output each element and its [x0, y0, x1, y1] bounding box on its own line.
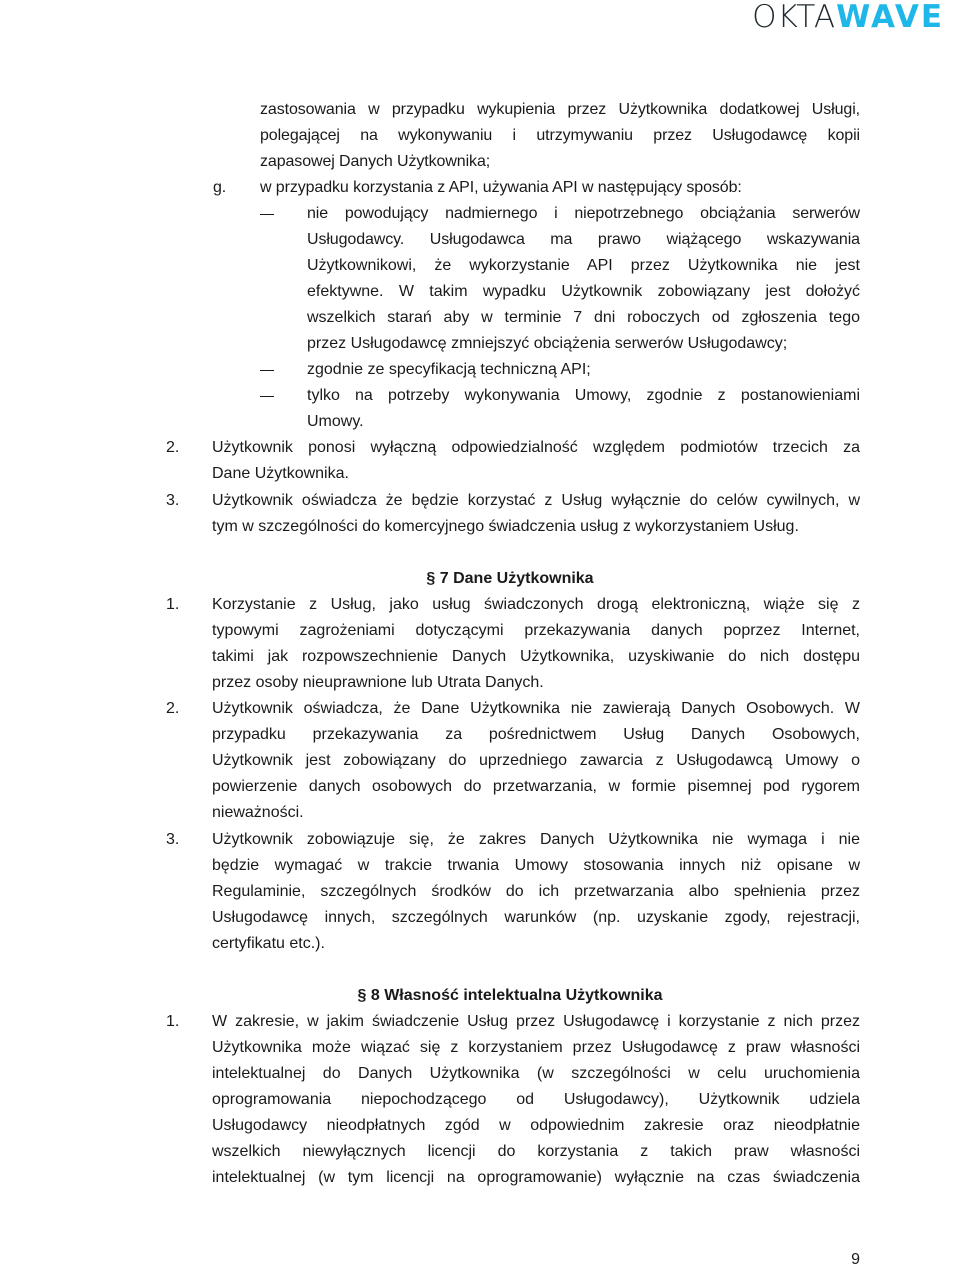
list-item-line: Użytkownik oświadcza, że Dane Użytkownika nie zawierają Danych Osobowych. W	[212, 700, 860, 717]
paragraph-line: zapasowej Danych Użytkownika;	[260, 153, 491, 170]
list-item-line: Regulaminie, szczególnych środków do ich przetwarzania albo spełnienia przez	[212, 883, 860, 900]
dash-item-line: wszelkich starań aby w terminie 7 dni roboczych od zgłoszenia tego	[307, 309, 860, 326]
paragraph-line: zastosowania w przypadku wykupienia przez Użytkownika dodatkowej Usługi,	[260, 101, 860, 118]
paragraph-line: polegającej na wykonywaniu i utrzymywaniu przez Usługodawcę kopii	[260, 127, 860, 144]
list-item-line: Użytkownik zobowiązuje się, że zakres Danych Użytkownika nie wymaga i nie	[212, 831, 860, 848]
dash-item-line: Usługodawcy. Usługodawca ma prawo wiążącego wskazywania	[307, 231, 860, 248]
list-item-line: przez osoby nieuprawnione lub Utrata Danych.	[212, 674, 544, 691]
list-item-line: Usługodawcę innych, szczególnych warunków (np. uzyskanie zgody, rejestracji,	[212, 909, 860, 926]
list-marker: 3.	[166, 492, 180, 509]
list-marker: 2.	[166, 439, 180, 456]
list-item-line: takimi jak rozpowszechnienie Danych Użytkownika, uzyskiwanie do nich dostępu	[212, 648, 860, 665]
oktawave-logo: OKTAWAVE	[752, 0, 944, 35]
list-item-line: Użytkownik ponosi wyłączną odpowiedzialność względem podmiotów trzecich za	[212, 439, 860, 456]
list-item-g: w przypadku korzystania z API, używania API w następujący sposób:	[260, 179, 742, 196]
list-item-line: przypadku przekazywania za pośrednictwem Usług Danych Osobowych,	[212, 726, 860, 743]
list-item-line: Korzystanie z Usług, jako usług świadczonych drogą elektroniczną, wiąże się z	[212, 596, 860, 613]
section-heading: § 7 Dane Użytkownika	[426, 570, 594, 587]
dash-item-line: Użytkownikowi, że wykorzystanie API przez Użytkownika nie jest	[307, 257, 860, 274]
section-heading: § 8 Własność intelektualna Użytkownika	[357, 987, 663, 1004]
dash-bullet	[260, 214, 274, 215]
list-item-line: nieważności.	[212, 804, 304, 821]
list-item-line: będzie wymagać w trakcie trwania Umowy stosowania innych niż opisane w	[212, 857, 860, 874]
list-marker: 1.	[166, 596, 180, 613]
list-item-line: intelektualnej do Danych Użytkownika (w szczególności w celu uruchomienia	[212, 1065, 860, 1082]
dash-item-line: Umowy.	[307, 413, 364, 430]
list-item-line: intelektualnej (w tym licencji na oprogramowanie) wyłącznie na czas świadczenia	[212, 1169, 860, 1186]
dash-item-line: nie powodujący nadmiernego i niepotrzebnego obciążania serwerów	[307, 205, 860, 222]
dash-bullet	[260, 396, 274, 397]
dash-item-line: tylko na potrzeby wykonywania Umowy, zgodnie z postanowieniami	[307, 387, 860, 404]
list-marker: 2.	[166, 700, 180, 717]
dash-item-line: przez Usługodawcę zmniejszyć obciążenia serwerów Usługodawcy;	[307, 335, 788, 352]
list-item-line: tym w szczególności do komercyjnego świadczenia usług z wykorzystaniem Usług.	[212, 518, 799, 535]
list-item-line: oprogramowania niepochodzącego od Usługodawcy), Użytkownik udziela	[212, 1091, 860, 1108]
list-marker: 3.	[166, 831, 180, 848]
page-number: 9	[851, 1251, 860, 1268]
dash-bullet	[260, 370, 274, 371]
list-item-line: Dane Użytkownika.	[212, 465, 349, 482]
list-item-line: Użytkownika może wiązać się z korzystaniem przez Usługodawcę z praw własności	[212, 1039, 860, 1056]
list-item-line: W zakresie, w jakim świadczenie Usług przez Usługodawcę i korzystanie z nich przez	[212, 1013, 860, 1030]
list-item-line: powierzenie danych osobowych do przetwarzania, w formie pisemnej pod rygorem	[212, 778, 860, 795]
dash-item-line: zgodnie ze specyfikacją techniczną API;	[307, 361, 591, 378]
list-item-line: wszelkich niewyłącznych licencji do korzystania z takich praw własności	[212, 1143, 860, 1160]
dash-item-line: efektywne. W takim wypadku Użytkownik zobowiązany jest dołożyć	[307, 283, 860, 300]
list-item-line: certyfikatu etc.).	[212, 935, 325, 952]
list-item-line: Usługodawcy nieodpłatnych zgód w odpowiednim zakresie oraz nieodpłatnie	[212, 1117, 860, 1134]
list-marker: g.	[213, 179, 227, 196]
list-item-line: Użytkownik oświadcza że będzie korzystać z Usług wyłącznie do celów cywilnych, w	[212, 492, 860, 509]
list-item-line: Użytkownik jest zobowiązany do uprzedniego zawarcia z Usługodawcą Umowy o	[212, 752, 860, 769]
list-marker: 1.	[166, 1013, 180, 1030]
list-item-line: typowymi zagrożeniami dotyczącymi przekazywania danych poprzez Internet,	[212, 622, 860, 639]
